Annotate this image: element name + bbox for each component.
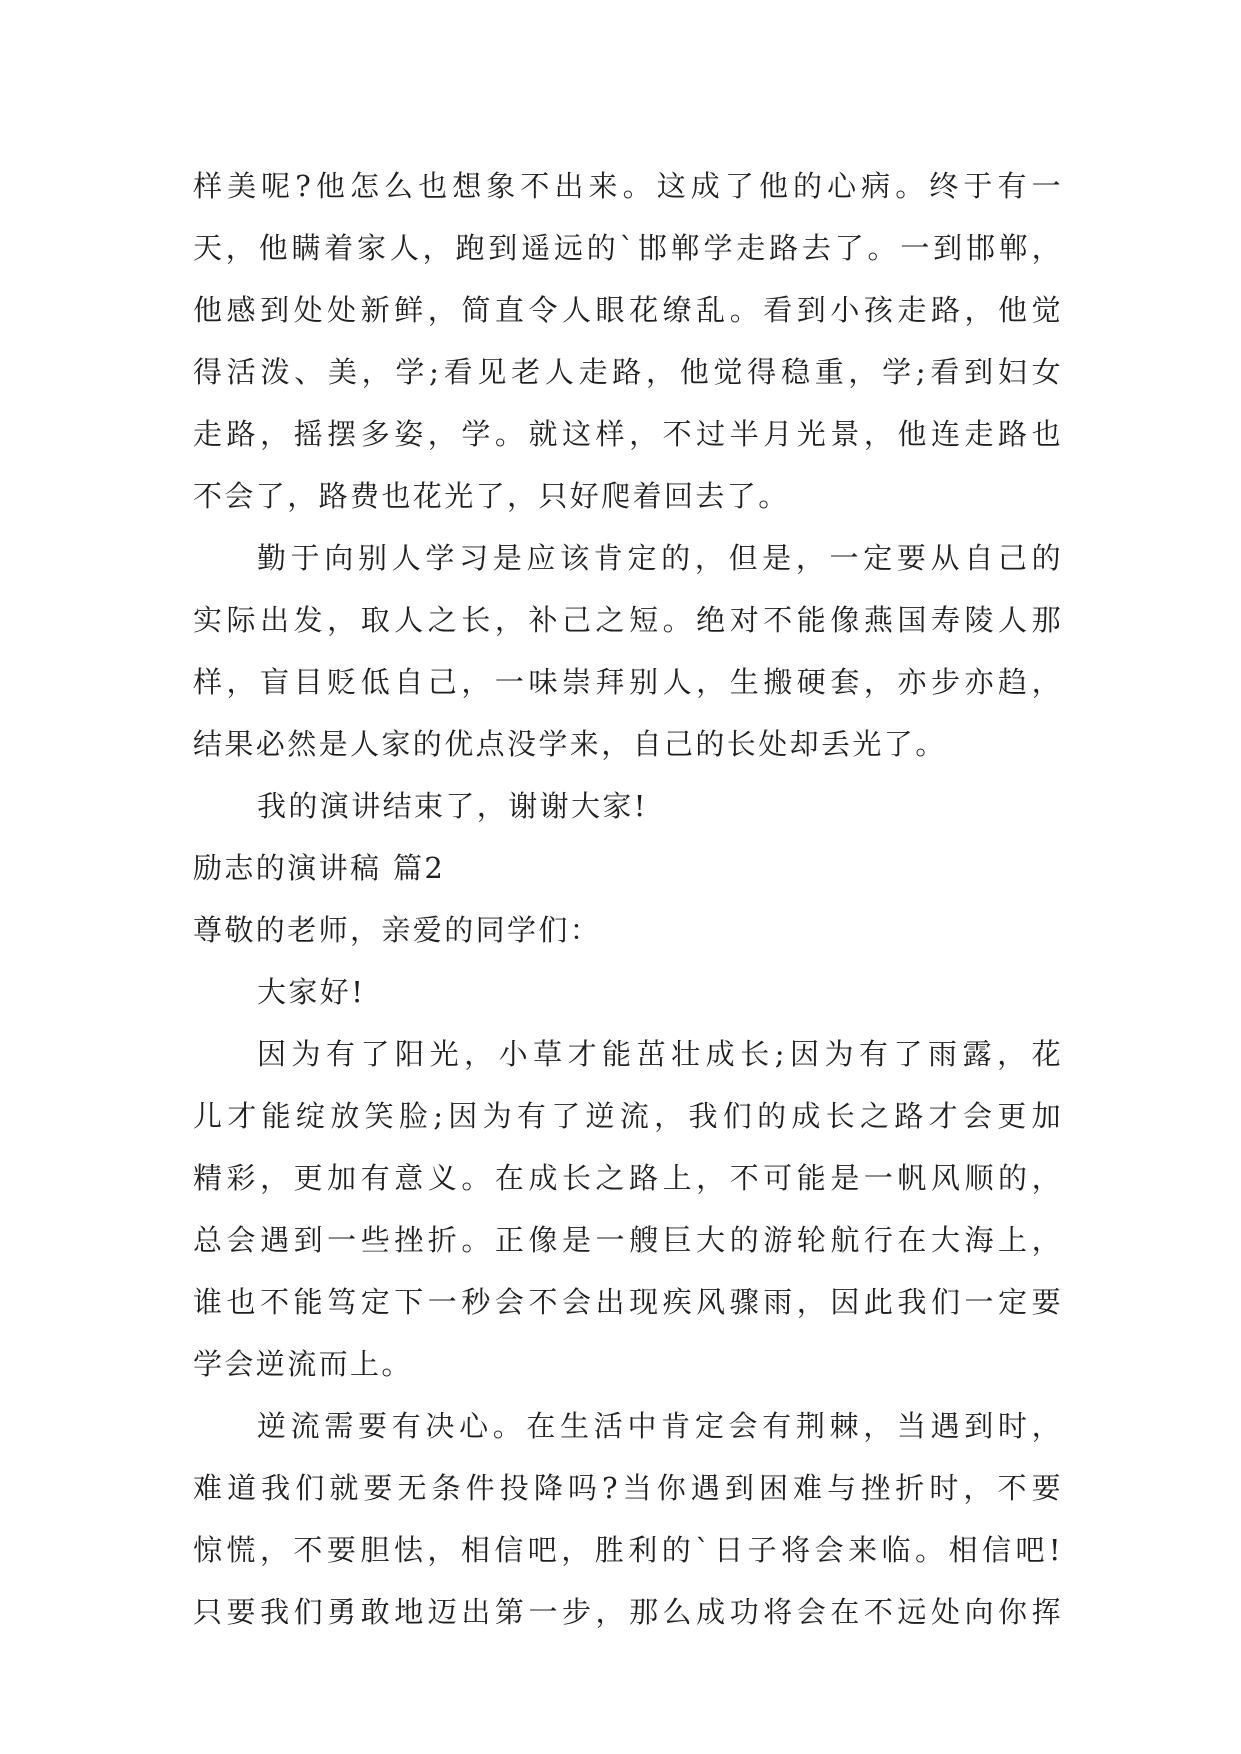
paragraph-first-line: 逆流需要有决心。在生活中肯定会有荆棘，当遇到时， bbox=[257, 1409, 1063, 1443]
document-page bbox=[193, 155, 1063, 1643]
text-line: 难道我们就要无条件投降吗?当你遇到困难与挫折时，不要 bbox=[193, 1471, 1063, 1505]
text-line: 谁也不能笃定下一秒会不会出现疾风骤雨，因此我们一定要 bbox=[193, 1285, 1063, 1319]
closing-line: 我的演讲结束了，谢谢大家! bbox=[257, 789, 648, 823]
text-line: 惊慌，不要胆怯，相信吧，胜利的`日子将会来临。相信吧! bbox=[193, 1533, 1063, 1567]
text-line: 不会了，路费也花光了，只好爬着回去了。 bbox=[193, 479, 790, 513]
section-heading: 励志的演讲稿 篇2 bbox=[193, 851, 446, 885]
text-line: 实际出发，取人之长，补己之短。绝对不能像燕国寿陵人那 bbox=[193, 603, 1063, 637]
paragraph-first-line: 因为有了阳光，小草才能茁壮成长;因为有了雨露，花 bbox=[257, 1037, 1063, 1071]
salutation: 尊敬的老师，亲爱的同学们： bbox=[193, 913, 602, 947]
text-line: 总会遇到一些挫折。正像是一艘巨大的游轮航行在大海上， bbox=[193, 1223, 1063, 1257]
text-line: 得活泼、美，学;看见老人走路，他觉得稳重，学;看到妇女 bbox=[193, 355, 1063, 389]
text-line: 天，他瞒着家人，跑到遥远的`邯郸学走路去了。一到邯郸， bbox=[193, 231, 1063, 265]
text-line: 走路，摇摆多姿，学。就这样，不过半月光景，他连走路也 bbox=[193, 417, 1063, 451]
text-line: 学会逆流而上。 bbox=[193, 1347, 413, 1381]
paragraph-first-line: 勤于向别人学习是应该肯定的，但是，一定要从自己的 bbox=[257, 541, 1063, 575]
text-line: 精彩，更加有意义。在成长之路上，不可能是一帆风顺的， bbox=[193, 1161, 1063, 1195]
text-line: 儿才能绽放笑脸;因为有了逆流，我们的成长之路才会更加 bbox=[193, 1099, 1063, 1133]
text-line: 样，盲目贬低自己，一味崇拜别人，生搬硬套，亦步亦趋， bbox=[193, 665, 1063, 699]
greeting: 大家好! bbox=[257, 975, 366, 1009]
text-line: 只要我们勇敢地迈出第一步，那么成功将会在不远处向你挥 bbox=[193, 1595, 1063, 1629]
text-line: 样美呢?他怎么也想象不出来。这成了他的心病。终于有一 bbox=[193, 169, 1063, 203]
text-line: 结果必然是人家的优点没学来，自己的长处却丢光了。 bbox=[193, 727, 947, 761]
text-line: 他感到处处新鲜，简直令人眼花缭乱。看到小孩走路，他觉 bbox=[193, 293, 1063, 327]
